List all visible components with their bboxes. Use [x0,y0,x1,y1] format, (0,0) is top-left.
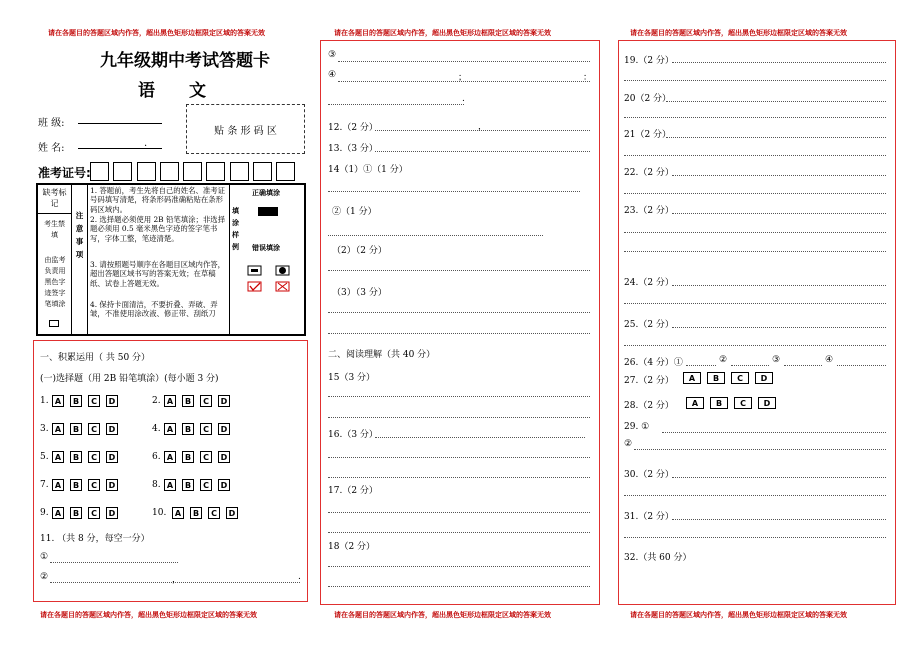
choice-option-bubble[interactable]: A [52,395,64,407]
choice-option-bubble[interactable]: B [182,423,194,435]
period: . [298,572,301,582]
choice-option-bubble[interactable]: A [172,507,184,519]
choice-option-bubble[interactable]: C [200,423,212,435]
warning-text: 请在各题目的答题区域内作答，超出黑色矩形边框限定区域的答案无效 [630,611,847,619]
barcode-label: 贴 条 形 码 区 [214,126,277,137]
answer-line[interactable] [624,232,886,233]
q29-label: 29. ① [624,422,650,432]
choice-option-bubble[interactable]: C [200,395,212,407]
q26-blank-3: ③ [772,355,781,365]
exam-number-box[interactable] [113,162,132,181]
answer-line[interactable] [672,285,886,286]
period: . [462,94,465,104]
choice-question-number: 2. [152,396,161,406]
choice-question-number: 5. [40,452,49,462]
choice-option-bubble[interactable]: C [88,479,100,491]
answer-line[interactable] [338,61,590,62]
exam-number-box[interactable] [230,162,249,181]
barcode-area [186,104,305,154]
choice-option-bubble[interactable]: D [758,397,776,409]
q17-label: 17.（2 分） [328,486,378,496]
q14-3-label: （3）（3 分） [332,288,387,298]
q13-label: 13.（3 分） [328,144,378,154]
answer-line[interactable] [837,365,886,366]
answer-line[interactable] [328,477,590,478]
proctor-note: 由监考负责用黑色字迹签字笔填涂 [44,256,66,308]
answer-line[interactable] [662,432,886,433]
choice-option-bubble[interactable]: A [686,397,704,409]
section1-title: 一、积累运用（ 共 50 分） [40,353,151,363]
choice-title: (一)选择题（用 2B 铅笔填涂）(每小题 3 分) [40,374,219,384]
answer-line[interactable] [624,117,886,118]
answer-line[interactable] [328,333,590,334]
answer-line[interactable] [672,175,886,176]
notice-item: 1. 答题前，考生先将自己的姓名、准考证号码填写清楚，将条形码准确粘贴在条形码区域内。 [90,186,226,214]
colon: ： [583,73,593,83]
choice-option-bubble[interactable]: C [200,479,212,491]
correct-label: 正确填涂 [252,189,280,197]
choice-option-bubble[interactable]: A [52,507,64,519]
q26-blank-4: ④ [825,355,834,365]
choice-question-number: 7. [40,480,49,490]
blank-3-label: ③ [328,50,337,60]
comma: ， [172,575,182,585]
choice-option-bubble[interactable]: D [218,451,230,463]
q22-label: 22.（2 分） [624,168,674,178]
notice-box [36,183,306,336]
choice-option-bubble[interactable]: C [200,451,212,463]
choice-option-bubble[interactable]: C [88,507,100,519]
exam-number-box[interactable] [276,162,295,181]
answer-line[interactable] [328,312,590,313]
choice-option-bubble[interactable]: C [731,372,749,384]
answer-line[interactable] [328,104,464,105]
name-label: 姓 名: [38,143,65,154]
choice-option-bubble[interactable]: C [734,397,752,409]
answer-line[interactable] [624,251,886,252]
answer-line[interactable] [328,566,590,567]
answer-line[interactable] [672,477,886,478]
fill-example-label: 填涂样例 [232,206,239,251]
q30-label: 30.（2 分） [624,470,674,480]
choice-option-bubble[interactable]: B [70,423,82,435]
q21-label: 21（2 分） [624,130,672,140]
warning-text: 请在各题目的答题区域内作答，超出黑色矩形边框限定区域的答案无效 [334,611,551,619]
q32-label: 32.（共 60 分） [624,553,692,563]
choice-option-bubble[interactable]: D [106,479,118,491]
answer-line[interactable] [375,437,585,438]
answer-line[interactable] [328,235,543,236]
answer-line[interactable] [328,417,590,418]
choice-option-bubble[interactable]: A [52,423,64,435]
exam-number-box[interactable] [183,162,202,181]
choice-option-bubble[interactable]: D [218,479,230,491]
choice-option-bubble[interactable]: B [710,397,728,409]
q28-label: 28.（2 分） [624,401,674,411]
answer-line[interactable] [672,213,886,214]
absent-checkbox[interactable] [49,320,59,327]
answer-line[interactable] [328,270,590,271]
choice-option-bubble[interactable]: D [106,451,118,463]
choice-option-bubble[interactable]: A [683,372,701,384]
choice-option-bubble[interactable]: A [164,479,176,491]
choice-option-bubble[interactable]: B [707,372,725,384]
q16-label: 16.（3 分） [328,430,378,440]
q25-label: 25.（2 分） [624,320,674,330]
q26-blank-2: ② [719,355,728,365]
choice-question-number: 6. [152,452,161,462]
wrong-label: 错误填涂 [252,244,280,252]
semicolon: ； [458,73,468,83]
absent-label: 缺考标记 [42,188,67,208]
answer-line[interactable] [634,449,886,450]
absent-note: 考生禁填 [44,220,65,239]
exam-number-box[interactable] [206,162,225,181]
exam-number-label: 准考证号: [38,166,91,180]
choice-option-bubble[interactable]: B [70,507,82,519]
answer-line[interactable] [624,80,886,81]
answer-line[interactable] [328,457,590,458]
choice-option-bubble[interactable]: D [218,423,230,435]
answer-line[interactable] [666,137,886,138]
warning-text: 请在各题目的答题区域内作答，超出黑色矩形边框限定区域的答案无效 [334,29,551,37]
q23-label: 23.（2 分） [624,206,674,216]
answer-line[interactable] [686,365,716,366]
q14-1-label: 14（1）①（1 分） [328,165,408,175]
answer-line[interactable] [624,303,886,304]
choice-option-bubble[interactable]: B [182,451,194,463]
notice-item: 3. 请按照题号顺序在各题目区域内作答，超出答题区域书写的答案无效；在草稿纸、试卷上答题无效。 [90,260,226,288]
choice-option-bubble[interactable]: B [190,507,202,519]
attention-label: 注意事项 [75,211,84,259]
answer-line[interactable] [731,365,769,366]
choice-question-number: 10. [152,508,167,518]
blank-4-label: ④ [328,70,337,80]
q11-label: 11. （共 8 分，每空一分） [40,534,150,544]
choice-option-bubble[interactable]: C [208,507,220,519]
choice-question-number: 9. [40,508,49,518]
answer-line[interactable] [624,193,886,194]
choice-option-bubble[interactable]: B [70,395,82,407]
choice-option-bubble[interactable]: B [70,451,82,463]
notice-item: 2. 选择题必须使用 2B 铅笔填涂；非选择题必须用 0.5 毫米黑色字迹的签字笔书写，字体工整，笔迹清楚。 [90,215,226,243]
section2-title: 二、阅读理解（共 40 分） [328,350,436,360]
answer-line[interactable] [672,327,886,328]
q12-label: 12.（2 分） [328,123,378,133]
exam-number-box[interactable] [137,162,156,181]
choice-option-bubble[interactable]: A [164,395,176,407]
answer-line[interactable] [328,512,590,513]
q24-label: 24.（2 分） [624,278,674,288]
answer-line[interactable] [624,345,886,346]
choice-option-bubble[interactable]: D [226,507,238,519]
q19-label: 19.（2 分） [624,56,674,66]
warning-text: 请在各题目的答题区域内作答，超出黑色矩形边框限定区域的答案无效 [40,611,257,619]
choice-option-bubble[interactable]: C [88,451,100,463]
choice-option-bubble[interactable]: A [52,451,64,463]
choice-question-number: 3. [40,424,49,434]
choice-option-bubble[interactable]: B [70,479,82,491]
answer-line[interactable] [624,537,886,538]
correct-fill-example [258,207,278,216]
q20-label: 20（2 分） [624,94,672,104]
choice-question-number: 4. [152,424,161,434]
q15-label: 15（3 分） [328,373,376,383]
name-dot: . [144,138,148,149]
answer-line[interactable] [328,396,590,397]
wrong-fill-examples [245,263,300,297]
choice-option-bubble[interactable]: C [88,395,100,407]
q14-2-label: （2）（2 分） [332,246,387,256]
q11-blank-1-label: ① [40,552,49,562]
q29-blank-2: ② [624,439,633,449]
page-title: 九年级期中考试答题卡 [100,51,270,71]
answer-line[interactable] [666,101,886,102]
q31-label: 31.（2 分） [624,512,674,522]
answer-line[interactable] [784,365,822,366]
choice-question-number: 1. [40,396,49,406]
answer-line[interactable] [375,151,590,152]
warning-text: 请在各题目的答题区域内作答，超出黑色矩形边框限定区域的答案无效 [630,29,847,37]
exam-number-box[interactable] [160,162,179,181]
warning-text: 请在各题目的答题区域内作答，超出黑色矩形边框限定区域的答案无效 [48,29,265,37]
choice-option-bubble[interactable]: D [106,423,118,435]
answer-line[interactable] [672,519,886,520]
choice-option-bubble[interactable]: B [182,395,194,407]
choice-option-bubble[interactable]: A [52,479,64,491]
choice-option-bubble[interactable]: A [164,423,176,435]
answer-line[interactable] [624,155,886,156]
name-field[interactable] [78,148,162,149]
choice-option-bubble[interactable]: C [88,423,100,435]
notice-item: 4. 保持卡面清洁，不要折叠、弄破、弄皱，不准使用涂改液、修正带、刮纸刀 [90,300,218,319]
choice-option-bubble[interactable]: A [164,451,176,463]
choice-question-number: 8. [152,480,161,490]
choice-option-bubble[interactable]: D [218,395,230,407]
answer-line[interactable] [328,532,590,533]
comma: ， [478,122,488,132]
class-field[interactable] [78,123,162,124]
subject-title: 语 文 [138,81,206,101]
choice-option-bubble[interactable]: D [106,507,118,519]
answer-line[interactable] [50,562,178,563]
q18-label: 18（2 分） [328,542,376,552]
answer-line[interactable] [328,586,590,587]
exam-number-box[interactable] [90,162,109,181]
q27-label: 27.（2 分） [624,376,674,386]
answer-line[interactable] [624,495,886,496]
q26-label: 26.（4 分）① [624,358,683,368]
class-label: 班 级: [38,118,65,129]
q14-1b-label: ②（1 分） [332,207,377,217]
choice-option-bubble[interactable]: D [106,395,118,407]
choice-option-bubble[interactable]: B [182,479,194,491]
choice-option-bubble[interactable]: D [755,372,773,384]
exam-number-box[interactable] [253,162,272,181]
q11-blank-2-label: ② [40,572,49,582]
answer-line[interactable] [328,191,580,192]
answer-line[interactable] [672,62,886,63]
